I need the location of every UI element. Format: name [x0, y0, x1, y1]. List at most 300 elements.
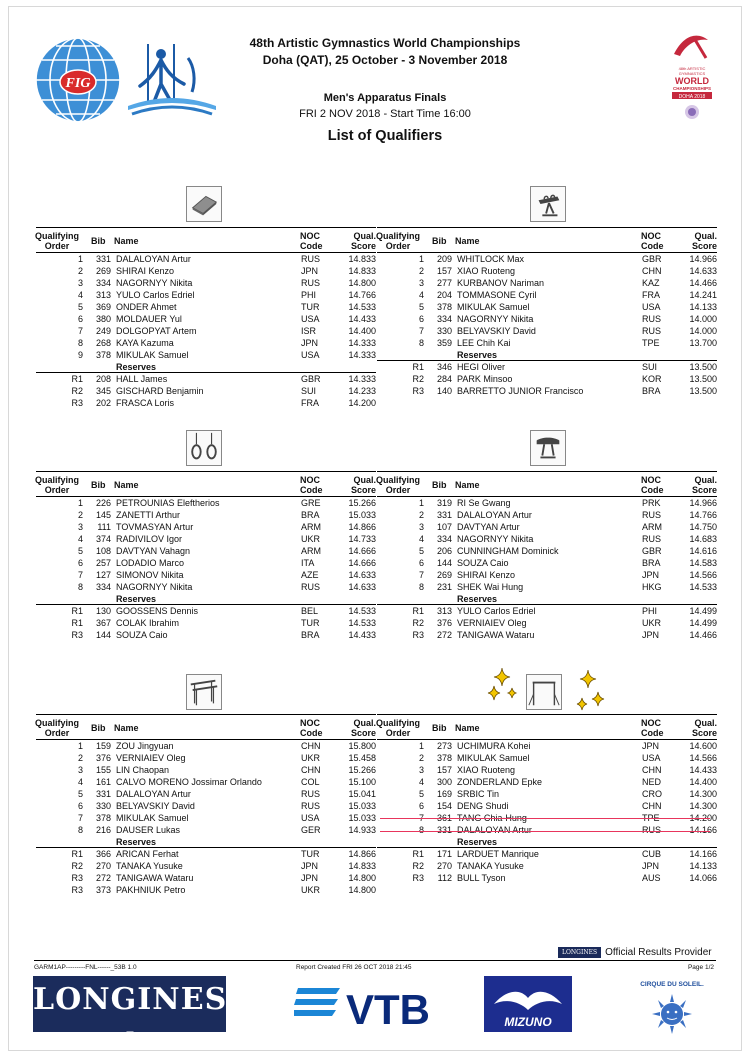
col-qualifying-order: Qualifying Order: [34, 718, 79, 738]
table-row: [36, 581, 376, 593]
cell-order: 9: [77, 350, 83, 360]
high-bar-qualifiers-table: [377, 714, 717, 884]
cell-name: NAGORNYY Nikita: [457, 534, 534, 544]
cell-name: TANIGAWA Wataru: [116, 873, 194, 883]
table-row: [36, 545, 376, 557]
cell-score: 14.800: [348, 873, 376, 883]
cell-score: 14.300: [689, 789, 717, 799]
cell-order: 7: [77, 326, 83, 336]
cell-order: 5: [77, 302, 83, 312]
cell-order: R1: [412, 849, 424, 859]
highlight-line-bottom: [380, 831, 710, 832]
table-row: [377, 557, 717, 569]
cell-noc: JPN: [642, 630, 660, 640]
cell-order: R1: [71, 374, 83, 384]
cell-score: 14.616: [689, 546, 717, 556]
table-row: [36, 569, 376, 581]
cell-noc: KOR: [642, 374, 662, 384]
table-row: [36, 337, 376, 349]
cell-order: 3: [418, 522, 424, 532]
document-code: GARM1AP---------FNL------_53B 1.0: [34, 964, 137, 971]
cell-score: 13.500: [689, 362, 717, 372]
cell-name: LARDUET Manrique: [457, 849, 539, 859]
cell-name: BELYAVSKIY David: [116, 801, 195, 811]
wc-logo-line: GYMNASTICS: [678, 71, 706, 76]
cell-name: RADIVILOV Igor: [116, 534, 183, 544]
cell-score: 14.000: [689, 314, 717, 324]
cell-noc: RUS: [642, 534, 662, 544]
cell-order: 3: [418, 765, 424, 775]
reserve-row: [36, 397, 376, 409]
cell-name: VERNIAIEV Oleg: [457, 618, 527, 628]
cell-order: 2: [77, 753, 83, 763]
table-header: [377, 227, 717, 253]
table-row: [377, 253, 717, 265]
table-row: [377, 325, 717, 337]
cell-bib: 359: [436, 338, 452, 348]
cell-order: 7: [418, 326, 424, 336]
cell-name: ARICAN Ferhat: [116, 849, 179, 859]
cell-noc: FRA: [642, 290, 660, 300]
cirque-du-soleil-sponsor-logo: [632, 978, 712, 1036]
table-row: [36, 533, 376, 545]
table-row: [36, 253, 376, 265]
table-row: [36, 557, 376, 569]
table-row: [377, 776, 717, 788]
cell-noc: SUI: [301, 386, 317, 396]
table-row: [36, 764, 376, 776]
cell-order: 2: [77, 510, 83, 520]
cell-score: 15.800: [348, 741, 376, 751]
cell-score: 14.466: [689, 278, 717, 288]
table-row: [377, 289, 717, 301]
cell-noc: BRA: [642, 386, 661, 396]
cell-bib: 378: [436, 302, 452, 312]
cell-score: 14.800: [348, 278, 376, 288]
cell-score: 14.241: [689, 290, 717, 300]
table-row: [377, 800, 717, 812]
col-name: Name: [114, 236, 139, 246]
cell-order: 4: [418, 534, 424, 544]
cell-noc: CHN: [642, 266, 662, 276]
cell-name: HALL James: [116, 374, 168, 384]
cell-bib: 334: [95, 582, 111, 592]
reserve-row: [377, 860, 717, 872]
cell-name: HEGI Oliver: [457, 362, 506, 372]
col-name: Name: [455, 236, 480, 246]
table-row: [377, 788, 717, 800]
cell-order: 5: [77, 789, 83, 799]
cell-score: 14.733: [348, 534, 376, 544]
table-row: [377, 337, 717, 349]
cell-name: DALALOYAN Artur: [116, 254, 191, 264]
cell-bib: 272: [436, 630, 452, 640]
cell-noc: CRO: [642, 789, 662, 799]
cell-name: PAKHNIUK Petro: [116, 885, 186, 895]
cell-name: XIAO Ruoteng: [457, 266, 516, 276]
reserve-row: [377, 872, 717, 884]
table-row: [377, 497, 717, 509]
table-row: [36, 509, 376, 521]
wc-logo-line: CHAMPIONSHIPS: [672, 86, 712, 91]
cell-bib: 226: [95, 498, 111, 508]
cell-noc: ISR: [301, 326, 317, 336]
table-row: [36, 812, 376, 824]
cell-noc: UKR: [301, 753, 321, 763]
cell-name: XIAO Ruoteng: [457, 765, 516, 775]
col-score: Qual. Score: [350, 718, 376, 738]
cell-order: 3: [77, 765, 83, 775]
cell-name: ZANETTI Arthur: [116, 510, 181, 520]
cell-score: 14.533: [348, 618, 376, 628]
cell-bib: 334: [436, 534, 452, 544]
floor-qualifiers-table: [36, 227, 376, 409]
cell-noc: AZE: [301, 570, 319, 580]
cell-score: 14.333: [348, 350, 376, 360]
cell-score: 13.500: [689, 386, 717, 396]
cell-bib: 272: [95, 873, 111, 883]
cell-noc: JPN: [301, 861, 319, 871]
cell-noc: BRA: [301, 510, 320, 520]
table-row: [36, 800, 376, 812]
cell-score: 14.966: [689, 254, 717, 264]
cell-score: 14.200: [348, 398, 376, 408]
cell-bib: 376: [95, 753, 111, 763]
cell-score: 15.458: [348, 753, 376, 763]
cell-name: ZONDERLAND Epke: [457, 777, 543, 787]
table-row: [377, 740, 717, 752]
cell-noc: SUI: [642, 362, 658, 372]
cell-bib: 367: [95, 618, 111, 628]
cell-bib: 130: [95, 606, 111, 616]
cell-order: 8: [77, 825, 83, 835]
longines-logo-text: LONGINES: [33, 982, 228, 1017]
cell-bib: 346: [436, 362, 452, 372]
table-row: [36, 325, 376, 337]
reserve-row: [36, 860, 376, 872]
col-qualifying-order: Qualifying Order: [34, 475, 79, 495]
cell-score: 14.600: [689, 741, 717, 751]
cell-name: MIKULAK Samuel: [116, 350, 189, 360]
reserve-row: [377, 385, 717, 397]
cell-name: ONDER Ahmet: [116, 302, 177, 312]
table-row: [377, 277, 717, 289]
cell-noc: ARM: [301, 546, 321, 556]
cell-bib: 216: [95, 825, 111, 835]
cell-score: 14.499: [689, 618, 717, 628]
cell-bib: 331: [95, 789, 111, 799]
cell-name: MIKULAK Samuel: [457, 753, 530, 763]
cell-score: 14.533: [348, 302, 376, 312]
cell-score: 14.400: [348, 326, 376, 336]
reserves-heading: Reserves: [36, 836, 376, 848]
cell-name: TOMMASONE Cyril: [457, 290, 537, 300]
sparkle-icon: [488, 668, 604, 710]
cell-order: 2: [418, 510, 424, 520]
table-row: [377, 521, 717, 533]
col-score: Qual. Score: [691, 231, 717, 251]
cell-noc: USA: [301, 314, 320, 324]
championship-dates: Doha (QAT), 25 October - 3 November 2018: [262, 53, 508, 67]
cell-score: 14.466: [689, 630, 717, 640]
reserves-heading: Reserves: [36, 593, 376, 605]
cell-order: 5: [418, 302, 424, 312]
cell-noc: RUS: [301, 254, 321, 264]
col-name: Name: [455, 480, 480, 490]
col-score: Qual. Score: [691, 718, 717, 738]
cell-name: VERNIAIEV Oleg: [116, 753, 186, 763]
col-noc: NOC Code: [300, 718, 323, 738]
cell-score: 14.666: [348, 558, 376, 568]
cell-name: PARK Minsoo: [457, 374, 513, 384]
col-bib: Bib: [432, 236, 447, 246]
table-row: [36, 824, 376, 836]
cell-noc: GER: [301, 825, 321, 835]
table-row: [36, 313, 376, 325]
cell-name: YULO Carlos Edriel: [457, 606, 536, 616]
cell-score: 14.683: [689, 534, 717, 544]
cell-name: DAVTYAN Vahagn: [116, 546, 191, 556]
reserve-row: [36, 629, 376, 641]
cell-order: R2: [412, 861, 424, 871]
cell-name: TANG Chia-Hung: [457, 813, 527, 823]
cell-bib: 380: [95, 314, 111, 324]
cell-score: 14.433: [348, 314, 376, 324]
fig-logo-text: FIG: [65, 76, 91, 91]
cell-score: 14.133: [689, 861, 717, 871]
cell-score: 14.333: [348, 374, 376, 384]
cell-bib: 208: [95, 374, 111, 384]
cell-order: R2: [412, 374, 424, 384]
cell-noc: KAZ: [642, 278, 660, 288]
table-row: [377, 301, 717, 313]
reserve-row: [377, 361, 717, 373]
cell-noc: CHN: [642, 765, 662, 775]
table-row: [36, 289, 376, 301]
cell-score: 15.033: [348, 801, 376, 811]
cell-order: 2: [77, 266, 83, 276]
cell-score: 14.200: [689, 813, 717, 823]
cell-noc: TUR: [301, 849, 320, 859]
cell-bib: 268: [95, 338, 111, 348]
cell-bib: 331: [436, 510, 452, 520]
cell-noc: TPE: [642, 338, 660, 348]
cell-score: 14.433: [348, 630, 376, 640]
cell-score: 14.000: [689, 326, 717, 336]
table-row: [377, 824, 717, 836]
cell-order: R3: [71, 885, 83, 895]
wc-logo-line: 48th ARTISTIC: [678, 66, 706, 71]
cell-order: 8: [77, 338, 83, 348]
cell-noc: CHN: [301, 741, 321, 751]
cell-bib: 231: [436, 582, 452, 592]
cell-order: R2: [71, 386, 83, 396]
reserve-row: [36, 848, 376, 860]
cell-score: 14.633: [348, 582, 376, 592]
parallel-bars-icon: [186, 674, 222, 710]
reserve-row: [36, 884, 376, 896]
cell-order: 7: [418, 813, 424, 823]
cell-score: 14.633: [689, 266, 717, 276]
cell-bib: 378: [95, 813, 111, 823]
table-row: [377, 569, 717, 581]
col-bib: Bib: [91, 480, 106, 490]
cell-score: 14.166: [689, 849, 717, 859]
cell-order: 6: [77, 801, 83, 811]
cell-noc: CHN: [301, 765, 321, 775]
pommel-horse-icon: [530, 186, 566, 222]
table-row: [36, 497, 376, 509]
rings-icon: [186, 430, 222, 466]
cell-score: 14.750: [689, 522, 717, 532]
cell-noc: USA: [301, 813, 320, 823]
cell-score: 14.866: [348, 849, 376, 859]
cell-order: 8: [418, 825, 424, 835]
cell-score: 14.433: [689, 765, 717, 775]
cell-bib: 284: [436, 374, 452, 384]
cell-order: R1: [71, 606, 83, 616]
cell-score: 15.266: [348, 765, 376, 775]
cell-bib: 206: [436, 546, 452, 556]
cell-score: 14.966: [689, 498, 717, 508]
cell-noc: RUS: [642, 326, 662, 336]
cell-bib: 111: [97, 522, 111, 532]
cell-order: R1: [71, 849, 83, 859]
cell-bib: 169: [436, 789, 452, 799]
cell-noc: BEL: [301, 606, 319, 616]
cell-score: 15.033: [348, 813, 376, 823]
cell-bib: 378: [436, 753, 452, 763]
cell-name: KAYA Kazuma: [116, 338, 174, 348]
table-header: [377, 471, 717, 497]
table-header: [377, 714, 717, 740]
cell-order: 5: [77, 546, 83, 556]
reserve-row: [377, 605, 717, 617]
sparkle-decoration: [486, 664, 610, 720]
cell-bib: 270: [436, 861, 452, 871]
cell-order: R3: [412, 630, 424, 640]
cell-name: NAGORNYY Nikita: [457, 314, 534, 324]
table-row: [377, 509, 717, 521]
mizuno-logo-text: MIZUNO: [504, 1015, 552, 1029]
cell-name: CALVO MORENO Jossimar Orlando: [116, 777, 262, 787]
cell-name: WHITLOCK Max: [457, 254, 525, 264]
cell-name: NAGORNYY Nikita: [116, 582, 193, 592]
cell-name: SHIRAI Kenzo: [116, 266, 175, 276]
page-title: List of Qualifiers: [327, 128, 443, 144]
cell-order: 5: [418, 546, 424, 556]
cell-score: 14.766: [348, 290, 376, 300]
table-row: [377, 752, 717, 764]
cell-score: 15.266: [348, 498, 376, 508]
cell-bib: 144: [436, 558, 452, 568]
official-results-provider: [558, 947, 712, 958]
cell-bib: 127: [95, 570, 111, 580]
cell-score: 14.833: [348, 861, 376, 871]
cell-order: R3: [71, 873, 83, 883]
cell-order: 8: [77, 582, 83, 592]
cell-order: 2: [418, 266, 424, 276]
vault-qualifiers-table: [377, 471, 717, 641]
cell-score: 14.866: [348, 522, 376, 532]
vtb-sponsor-logo: [294, 982, 434, 1030]
cell-bib: 145: [95, 510, 111, 520]
reserve-row: [36, 373, 376, 385]
cell-score: 14.533: [348, 606, 376, 616]
cell-noc: COL: [301, 777, 320, 787]
cell-name: TANAKA Yusuke: [457, 861, 524, 871]
parallel-bars-qualifiers-table: [36, 714, 376, 896]
reserve-row: [36, 617, 376, 629]
table-row: [36, 349, 376, 361]
footer-divider: [34, 960, 716, 961]
cell-name: BULL Tyson: [457, 873, 506, 883]
cell-bib: 345: [95, 386, 111, 396]
col-score: Qual. Score: [691, 475, 717, 495]
cell-bib: 361: [436, 813, 452, 823]
cell-bib: 269: [95, 266, 111, 276]
cell-noc: UKR: [301, 885, 321, 895]
col-bib: Bib: [91, 236, 106, 246]
cell-name: TANAKA Yusuke: [116, 861, 183, 871]
cell-name: SHEK Wai Hung: [457, 582, 524, 592]
cell-order: R3: [71, 630, 83, 640]
cell-name: BARRETTO JUNIOR Francisco: [457, 386, 584, 396]
cell-noc: USA: [301, 350, 320, 360]
cell-name: LODADIO Marco: [116, 558, 185, 568]
cell-noc: RUS: [301, 582, 321, 592]
rings-qualifiers-table: [36, 471, 376, 641]
cell-score: 14.566: [689, 570, 717, 580]
cell-bib: 270: [95, 861, 111, 871]
table-row: [36, 788, 376, 800]
cell-noc: CHN: [642, 801, 662, 811]
col-noc: NOC Code: [641, 718, 664, 738]
cell-name: DALALOYAN Artur: [457, 825, 532, 835]
cell-score: 14.566: [689, 753, 717, 763]
table-row: [377, 265, 717, 277]
cell-score: 14.833: [348, 266, 376, 276]
sun-face-icon: [652, 994, 692, 1034]
table-header: [36, 714, 376, 740]
cell-order: 6: [77, 558, 83, 568]
cell-name: DENG Shudi: [457, 801, 509, 811]
cell-order: R3: [412, 386, 424, 396]
cell-name: COLAK Ibrahim: [116, 618, 180, 628]
cell-order: 1: [418, 741, 424, 751]
cell-noc: GRE: [301, 498, 321, 508]
cell-name: SIMONOV Nikita: [116, 570, 184, 580]
cell-name: SHIRAI Kenzo: [457, 570, 516, 580]
cell-order: 2: [418, 753, 424, 763]
cell-bib: 157: [436, 765, 452, 775]
vault-icon: [530, 430, 566, 466]
cell-order: 4: [77, 777, 83, 787]
runbird-icon: [494, 992, 562, 1010]
col-qualifying-order: Qualifying Order: [375, 718, 420, 738]
cell-noc: UKR: [301, 534, 321, 544]
cell-bib: 161: [95, 777, 111, 787]
reserves-heading: Reserves: [377, 836, 717, 848]
cell-bib: 334: [436, 314, 452, 324]
cell-noc: BRA: [642, 558, 661, 568]
col-name: Name: [455, 723, 480, 733]
cirque-logo-text: CIRQUE DU SOLEIL.: [640, 981, 704, 988]
cell-order: 5: [418, 789, 424, 799]
table-row: [377, 764, 717, 776]
cell-bib: 269: [436, 570, 452, 580]
cell-bib: 376: [436, 618, 452, 628]
